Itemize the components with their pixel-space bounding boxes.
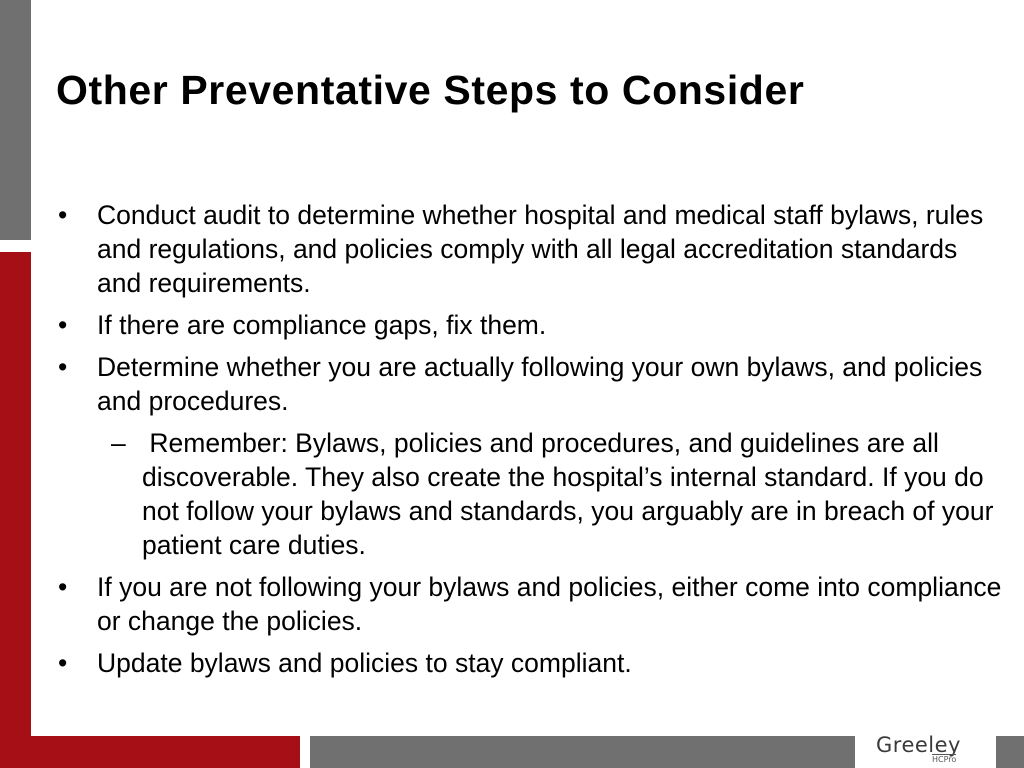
- bullet-marker: •: [58, 648, 68, 678]
- logo-subtext: HCPro: [932, 755, 957, 764]
- bullet-marker: •: [58, 572, 68, 602]
- left-red-bar: [0, 252, 31, 768]
- sub-bullet-text: Remember: Bylaws, policies and procedures, and guidelines are all discoverable. They also create the hospital’s internal standard. If you do not follow your bylaws and standards, you arguably are in breach of your patient care duties.: [142, 428, 1001, 560]
- bullet-text: If you are not following your bylaws and policies, either come into compliance or change the policies.: [97, 572, 1002, 636]
- bottom-gray-bar: [310, 736, 855, 768]
- bullet-item: [56, 646, 1006, 680]
- bullet-text: If there are compliance gaps, fix them.: [97, 310, 547, 340]
- bullet-marker: •: [58, 352, 68, 382]
- bullet-text: Conduct audit to determine whether hospital and medical staff bylaws, rules and regulations, and policies comply with all legal accreditation standards and requirements.: [97, 200, 984, 298]
- bullet-text: Determine whether you are actually following your own bylaws, and policies and procedures.: [97, 352, 983, 416]
- bullet-item: [56, 198, 1006, 300]
- logo-wordmark: Greeley: [876, 733, 961, 757]
- bullet-marker: •: [58, 310, 68, 340]
- bullet-text: Update bylaws and policies to stay compliant.: [97, 648, 632, 678]
- sub-bullet-item: [56, 426, 1006, 562]
- bottom-red-bar: [0, 736, 300, 768]
- dash-marker: –: [111, 428, 126, 458]
- left-gray-bar: [0, 0, 31, 240]
- bullet-item: [56, 350, 1006, 418]
- bullet-list: [56, 198, 1006, 688]
- greeley-logo: [860, 728, 994, 768]
- bottom-gray-bar-right: [996, 736, 1024, 768]
- slide-title: Other Preventative Steps to Consider: [56, 67, 805, 113]
- bullet-item: [56, 570, 1006, 638]
- bullet-item: [56, 308, 1006, 342]
- bullet-marker: •: [58, 200, 68, 230]
